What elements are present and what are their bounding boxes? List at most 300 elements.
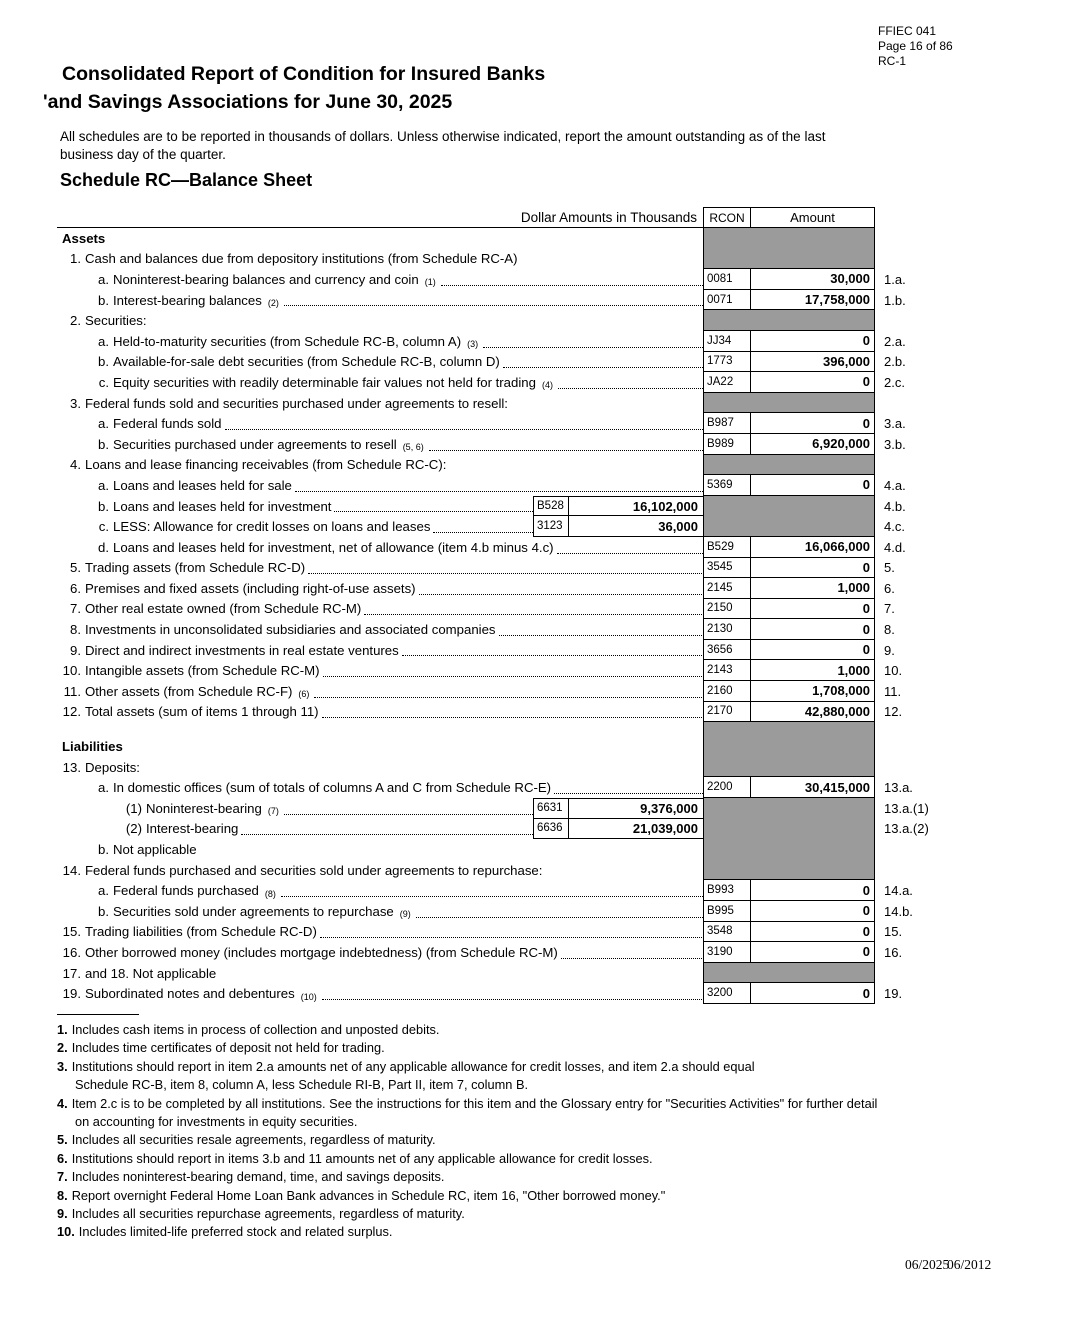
row-label: Premises and fixed assets (including right-of-use assets) — [85, 580, 416, 596]
footnote-text: Includes noninterest-bearing demand, time, and savings deposits. — [71, 1169, 445, 1185]
amount-value: 0 — [750, 331, 875, 352]
amount-value: 396,000 — [750, 352, 875, 373]
footnote — [57, 1021, 1017, 1039]
footnote-text: Includes limited-life preferred stock and related surplus. — [78, 1224, 393, 1240]
row-label: Intangible assets (from Schedule RC-M) — [85, 663, 320, 679]
amount-value: 0 — [750, 880, 875, 901]
row-label: Total assets (sum of items 1 through 11) — [85, 704, 319, 720]
footnote-number: 2. — [57, 1040, 68, 1056]
rcon-code: B995 — [703, 901, 750, 922]
row-label: In domestic offices (sum of totals of columns A and C from Schedule RC-E) — [113, 780, 552, 796]
row-number: b. — [98, 436, 109, 452]
footnote-text: Report overnight Federal Home Loan Bank advances in Schedule RC, item 16, "Other borrowed money." — [71, 1187, 666, 1203]
row-number: 10. — [62, 663, 81, 679]
row-number: 3. — [70, 395, 81, 411]
table-row — [57, 702, 903, 723]
form-schedule-code: RC-1 — [878, 54, 907, 68]
gray-cell — [703, 736, 875, 757]
row-label: Federal funds purchased — [113, 883, 259, 899]
gray-cell — [703, 963, 875, 984]
footnote-line — [57, 1039, 1017, 1057]
row-description — [57, 331, 742, 352]
gray-cell — [703, 860, 875, 881]
footnote — [57, 1205, 1017, 1223]
item-number: 19. — [884, 986, 903, 1002]
row-label: Other real estate owned (from Schedule RC-M) — [85, 601, 362, 617]
footnote-line — [57, 1223, 1017, 1241]
row-label: Liabilities — [62, 739, 123, 755]
footnote — [57, 1187, 1017, 1205]
footnote-line — [57, 1168, 1017, 1186]
table-row — [57, 331, 906, 352]
table-row — [57, 660, 903, 681]
row-label: Loans and leases held for sale — [113, 477, 292, 493]
row-description — [57, 860, 703, 881]
row-description — [57, 475, 742, 496]
row-number: 1. — [70, 251, 81, 267]
table-row — [57, 496, 906, 517]
table-row — [57, 434, 906, 455]
row-label: Loans and leases held for investment, net of allowance (item 4.b minus 4.c) — [113, 539, 554, 555]
footnote-number: 4. — [57, 1095, 68, 1111]
report-title — [43, 60, 546, 116]
row-number: 2. — [70, 313, 81, 329]
row-label: Noninterest-bearing — [146, 800, 262, 816]
row-description — [57, 757, 703, 778]
leader-dots — [284, 305, 741, 306]
leader-dots — [323, 676, 702, 677]
footnote-number: 6. — [57, 1150, 68, 1166]
row-label: Assets — [62, 230, 106, 246]
rcon-code: 2145 — [703, 578, 750, 599]
leader-dots — [561, 958, 702, 959]
row-description — [57, 880, 742, 901]
inner-rcon-code: 6631 — [533, 798, 568, 819]
row-description — [57, 537, 742, 558]
row-label: Federal funds purchased and securities sold under agreements to repurchase: — [85, 862, 543, 878]
row-number: a. — [98, 271, 109, 287]
amount-value: 0 — [750, 922, 875, 943]
item-number: 10. — [884, 663, 903, 679]
amount-value: 17,758,000 — [750, 290, 875, 311]
gray-cell — [703, 249, 875, 270]
row-number: 19. — [62, 986, 81, 1002]
amount-value: 0 — [750, 413, 875, 434]
item-number: 3.a. — [884, 416, 906, 432]
item-number: 4.d. — [884, 539, 906, 555]
footnote-line — [57, 1058, 1017, 1076]
footnote-text: Item 2.c is to be completed by all institutions. See the instructions for this item and the Glossary entry for "Securities Activities" for further detail — [71, 1095, 878, 1111]
balance-sheet-table — [57, 207, 929, 1004]
inner-rcon-code: 3123 — [533, 516, 568, 537]
row-number: 12. — [62, 704, 81, 720]
table-row — [57, 558, 895, 579]
header-amount-column: Amount — [750, 207, 875, 228]
table-row — [57, 352, 906, 373]
row-description — [57, 599, 703, 620]
row-description — [57, 901, 742, 922]
item-number: 5. — [884, 560, 895, 576]
table-row — [57, 880, 913, 901]
row-description — [57, 660, 703, 681]
table-row — [57, 290, 906, 311]
row-label: Deposits: — [85, 759, 140, 775]
amount-value: 6,920,000 — [750, 434, 875, 455]
table-row — [57, 393, 875, 414]
amount-value: 1,708,000 — [750, 681, 875, 702]
inner-amount-value: 16,102,000 — [568, 496, 703, 517]
row-description — [57, 228, 703, 249]
row-number: a. — [98, 780, 109, 796]
row-description — [57, 455, 703, 476]
table-row — [57, 757, 875, 778]
row-number: a. — [98, 477, 109, 493]
footnote-text: Institutions should report in item 2.a amounts net of any applicable allowance for credit losses, and item 2.a should equal — [71, 1058, 755, 1074]
rcon-code: 1773 — [703, 352, 750, 373]
footnote-number: 5. — [57, 1132, 68, 1148]
amount-value: 0 — [750, 983, 875, 1004]
table-row — [57, 860, 875, 881]
row-number: b. — [98, 842, 109, 858]
item-number: 3.b. — [884, 436, 906, 452]
row-label: Other assets (from Schedule RC-F) — [85, 683, 293, 699]
rcon-code: 5369 — [703, 475, 750, 496]
table-row — [57, 249, 875, 270]
item-number: 14.b. — [884, 903, 913, 919]
leader-dots — [364, 614, 702, 615]
rcon-code: B529 — [703, 537, 750, 558]
row-label: Federal funds sold — [113, 416, 222, 432]
row-number: 14. — [62, 862, 81, 878]
footnotes-block — [57, 1021, 1017, 1242]
row-label: Noninterest-bearing balances and currency and coin — [113, 271, 419, 287]
footnote — [57, 1168, 1017, 1186]
form-date: 06/2025 — [905, 1257, 950, 1272]
leader-dots — [308, 573, 702, 574]
row-number: (2) — [125, 821, 142, 837]
row-number: a. — [98, 416, 109, 432]
amount-value: 30,415,000 — [750, 777, 875, 798]
item-number: 11. — [884, 683, 902, 699]
row-label: Securities sold under agreements to repurchase — [113, 903, 394, 919]
row-description — [57, 393, 703, 414]
amount-value: 0 — [750, 558, 875, 579]
row-number: 11. — [63, 683, 81, 699]
row-description — [57, 434, 742, 455]
table-row — [57, 839, 875, 860]
row-number: 16. — [62, 944, 81, 960]
footnote-separator — [57, 1014, 139, 1015]
inner-amount-value: 21,039,000 — [568, 819, 703, 840]
footnote-number: 7. — [57, 1169, 68, 1185]
footnote-text: Includes all securities repurchase agreements, regardless of maturity. — [71, 1206, 465, 1222]
row-label: Equity securities with readily determinable fair values not held for trading — [113, 374, 536, 390]
row-number: 5. — [70, 560, 81, 576]
row-description — [57, 983, 703, 1004]
table-row — [57, 640, 895, 661]
row-description — [57, 310, 703, 331]
table-row — [57, 777, 913, 798]
rcon-code: JJ34 — [703, 331, 750, 352]
footnote-line — [57, 1150, 1017, 1168]
row-label: Other borrowed money (includes mortgage indebtedness) (from Schedule RC-M) — [85, 944, 558, 960]
item-number: 4.c. — [884, 519, 905, 535]
footnote-text: Includes all securities resale agreements, regardless of maturity. — [71, 1132, 436, 1148]
footnote-continuation: Schedule RC-B, item 8, column A, less Schedule RI-B, Part II, item 7, column B. — [75, 1077, 529, 1093]
row-number: (1) — [125, 800, 142, 816]
leader-dots — [429, 450, 741, 451]
gray-cell — [703, 757, 875, 778]
item-number: 15. — [884, 924, 903, 940]
row-number: a. — [98, 333, 109, 349]
gray-cell — [703, 455, 875, 476]
leader-dots — [314, 697, 702, 698]
footnote-marker: (2) — [267, 298, 279, 309]
rcon-code: 3656 — [703, 640, 750, 661]
row-description — [57, 839, 742, 860]
gray-cell — [703, 393, 875, 414]
table-row — [57, 722, 875, 736]
item-number: 13.a. — [884, 780, 913, 796]
table-row — [57, 475, 906, 496]
footnote-number: 3. — [57, 1058, 68, 1074]
rcon-code: 3548 — [703, 922, 750, 943]
footnote-marker: (7) — [267, 806, 279, 817]
report-title-line1: Consolidated Report of Condition for Insured Banks — [62, 63, 546, 85]
row-description — [57, 942, 703, 963]
row-label: Trading assets (from Schedule RC-D) — [85, 560, 306, 576]
row-description — [57, 290, 742, 311]
header-rcon-column: RCON — [703, 207, 750, 228]
item-number: 8. — [884, 622, 895, 638]
footnote-line — [57, 1205, 1017, 1223]
row-description — [57, 736, 703, 757]
row-number: c. — [98, 519, 109, 535]
rcon-code: 2130 — [703, 619, 750, 640]
rcon-code: 2150 — [703, 599, 750, 620]
gray-cell — [703, 228, 875, 249]
footnote-line — [57, 1131, 1017, 1149]
item-number: 13.a.(2) — [884, 821, 929, 837]
footnote — [57, 1150, 1017, 1168]
amount-value: 0 — [750, 901, 875, 922]
gray-cell — [703, 496, 875, 517]
amount-value: 1,000 — [750, 578, 875, 599]
row-description — [57, 798, 596, 819]
item-number: 7. — [884, 601, 895, 617]
row-label: Loans and lease financing receivables (from Schedule RC-C): — [85, 457, 447, 473]
footnote-marker: (4) — [541, 380, 553, 391]
amount-value: 0 — [750, 599, 875, 620]
table-row — [57, 819, 929, 840]
gray-cell — [703, 722, 875, 736]
intro-text: All schedules are to be reported in thousands of dollars. Unless otherwise indicated, report the amount outstanding as of the last business day of the quarter. — [60, 129, 826, 162]
table-row — [57, 681, 902, 702]
footnote-marker: (1) — [424, 277, 436, 288]
form-page-number: Page 16 of 86 — [878, 39, 953, 53]
footnote — [57, 1095, 1017, 1132]
row-label: Not applicable — [113, 842, 197, 858]
table-body — [57, 228, 929, 1004]
row-description — [57, 496, 572, 517]
item-number: 2.c. — [884, 374, 905, 390]
item-number: 1.b. — [884, 292, 906, 308]
amount-value: 0 — [750, 475, 875, 496]
rcon-code: 3190 — [703, 942, 750, 963]
rcon-code: 2200 — [703, 777, 750, 798]
row-label: LESS: Allowance for credit losses on loans and leases — [113, 519, 431, 535]
row-description — [57, 702, 703, 723]
leader-dots — [419, 594, 702, 595]
footnote-text: Includes time certificates of deposit not held for trading. — [71, 1040, 385, 1056]
table-row — [57, 516, 905, 537]
table-row — [57, 983, 903, 1004]
rcon-code: JA22 — [703, 372, 750, 393]
row-number: c. — [98, 374, 109, 390]
gray-cell — [703, 310, 875, 331]
rcon-code: B987 — [703, 413, 750, 434]
item-number: 12. — [884, 704, 903, 720]
footnote — [57, 1058, 1017, 1095]
form-date-overlay: 06/2012 — [947, 1257, 992, 1272]
footnote-number: 9. — [57, 1206, 68, 1222]
rcon-code: 3200 — [703, 983, 750, 1004]
row-description — [57, 819, 596, 840]
table-row — [57, 372, 905, 393]
row-number: 4. — [70, 457, 81, 473]
leader-dots — [225, 429, 742, 430]
rcon-code: 2170 — [703, 702, 750, 723]
footnote-marker: (8) — [264, 888, 276, 899]
row-label: Interest-bearing — [146, 821, 239, 837]
table-row — [57, 619, 895, 640]
row-number: 17. — [62, 965, 81, 981]
row-description — [57, 963, 703, 984]
table-row — [57, 599, 895, 620]
rcon-code: 3545 — [703, 558, 750, 579]
row-label: Cash and balances due from depository institutions (from Schedule RC-A) — [85, 251, 518, 267]
inner-amount-value: 36,000 — [568, 516, 703, 537]
table-row — [57, 269, 906, 290]
row-label: Trading liabilities (from Schedule RC-D) — [85, 924, 317, 940]
row-description — [57, 249, 703, 270]
rcon-code: 0071 — [703, 290, 750, 311]
amount-value: 0 — [750, 640, 875, 661]
row-description — [57, 681, 703, 702]
footnote-marker: (5, 6) — [402, 442, 424, 453]
gray-cell — [703, 819, 875, 840]
leader-dots — [295, 491, 741, 492]
footnote — [57, 1039, 1017, 1057]
row-description — [57, 619, 703, 640]
footnote-number: 10. — [57, 1224, 75, 1240]
row-number: b. — [98, 292, 109, 308]
footnote-marker: (9) — [399, 909, 411, 920]
amount-value: 1,000 — [750, 660, 875, 681]
row-label: Direct and indirect investments in real estate ventures — [85, 642, 399, 658]
footnote-line — [57, 1187, 1017, 1205]
leader-dots — [402, 655, 702, 656]
row-label: Available-for-sale debt securities (from Schedule RC-B, column D) — [113, 354, 500, 370]
row-description — [57, 558, 703, 579]
row-label: Loans and leases held for investment — [113, 498, 332, 514]
item-number: 13.a.(1) — [884, 800, 929, 816]
table-row — [57, 942, 903, 963]
table-row — [57, 228, 875, 249]
table-row — [57, 310, 875, 331]
table-row — [57, 736, 875, 757]
footnote-line — [57, 1095, 1017, 1113]
footnote-text: Includes cash items in process of collection and unposted debits. — [71, 1022, 440, 1037]
table-row — [57, 901, 913, 922]
report-title-line2: 'and Savings Associations for June 30, 2025 — [43, 91, 453, 113]
amount-value: 42,880,000 — [750, 702, 875, 723]
item-number: 2.a. — [884, 333, 906, 349]
leader-dots — [281, 896, 741, 897]
row-description — [57, 578, 703, 599]
row-description — [57, 922, 703, 943]
row-description — [57, 777, 742, 798]
row-label: Subordinated notes and debentures — [85, 986, 295, 1002]
table-row — [57, 413, 906, 434]
gray-cell — [703, 798, 875, 819]
row-number: b. — [98, 354, 109, 370]
row-number: b. — [98, 498, 109, 514]
footnote — [57, 1131, 1017, 1149]
row-label: and 18. Not applicable — [85, 965, 217, 981]
row-description — [57, 269, 742, 290]
row-description — [57, 413, 742, 434]
item-number: 2.b. — [884, 354, 906, 370]
leader-dots — [499, 635, 702, 636]
row-number: a. — [98, 883, 109, 899]
leader-dots — [441, 285, 741, 286]
row-label: Investments in unconsolidated subsidiaries and associated companies — [85, 622, 496, 638]
row-label: Held-to-maturity securities (from Schedule RC-B, column A) — [113, 333, 462, 349]
item-number: 14.a. — [884, 883, 913, 899]
row-label: Securities purchased under agreements to resell — [113, 436, 397, 452]
footnote-line — [57, 1021, 1017, 1039]
row-number: 7. — [70, 601, 81, 617]
row-number: 6. — [70, 580, 81, 596]
row-description — [57, 372, 742, 393]
table-row — [57, 537, 906, 558]
row-number: 13. — [62, 759, 81, 775]
rcon-code: 0081 — [703, 269, 750, 290]
row-number: 15. — [62, 924, 81, 940]
rcon-code: B993 — [703, 880, 750, 901]
header-dollar-amounts: Dollar Amounts in Thousands — [57, 207, 703, 228]
schedule-title: Schedule RC—Balance Sheet — [60, 170, 313, 190]
row-label: Federal funds sold and securities purchased under agreements to resell: — [85, 395, 508, 411]
footnote-continuation: on accounting for investments in equity securities. — [75, 1114, 358, 1130]
footnote — [57, 1223, 1017, 1241]
leader-dots — [320, 937, 702, 938]
amount-value: 16,066,000 — [750, 537, 875, 558]
amount-value: 0 — [750, 942, 875, 963]
inner-rcon-code: 6636 — [533, 819, 568, 840]
leader-dots — [322, 999, 702, 1000]
inner-rcon-code: B528 — [533, 496, 568, 517]
row-description — [57, 516, 572, 537]
row-number: d. — [98, 539, 109, 555]
item-number: 16. — [884, 944, 903, 960]
row-label: Interest-bearing balances — [113, 292, 262, 308]
item-number: 4.b. — [884, 498, 906, 514]
leader-dots — [322, 717, 702, 718]
rcon-code: B989 — [703, 434, 750, 455]
rcon-code: 2160 — [703, 681, 750, 702]
